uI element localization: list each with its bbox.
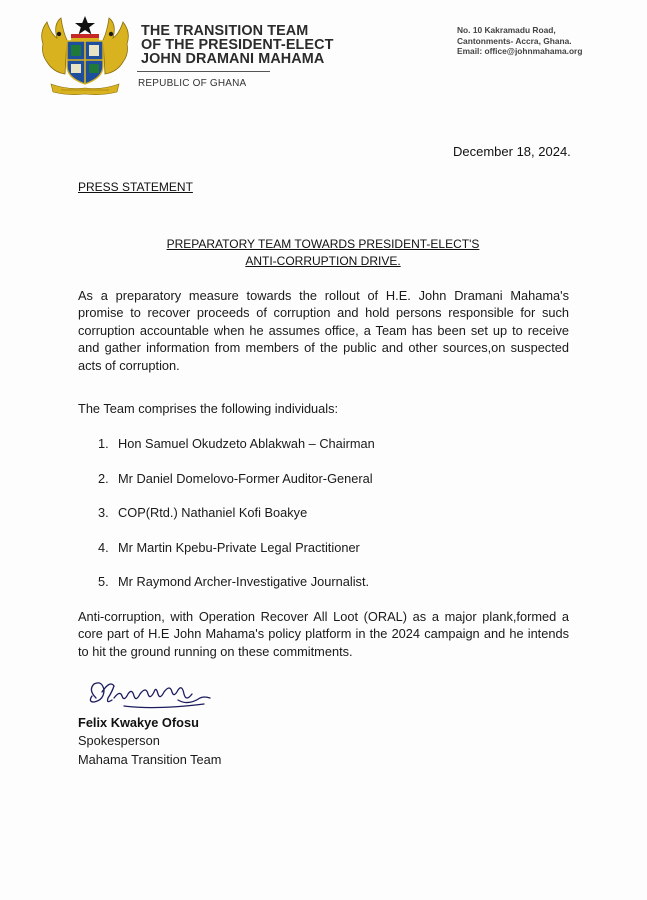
- signer-name: Felix Kwakye Ofosu: [78, 715, 199, 730]
- org-title-line: JOHN DRAMANI MAHAMA: [141, 51, 325, 67]
- signer-role: Spokesperson: [78, 733, 160, 748]
- list-item: [98, 436, 375, 471]
- country-label: REPUBLIC OF GHANA: [138, 78, 247, 89]
- statement-title-line: ANTI-CORRUPTION DRIVE.: [245, 254, 401, 268]
- org-title: [141, 24, 334, 66]
- list-number: 4.: [98, 539, 109, 555]
- org-title-line: OF THE PRESIDENT-ELECT: [141, 37, 334, 53]
- team-members-list: [98, 436, 375, 609]
- statement-date: December 18, 2024.: [453, 144, 571, 159]
- ghana-coat-of-arms-icon: [37, 14, 133, 96]
- address-line: Cantonments- Accra, Ghana.: [457, 35, 572, 46]
- list-item: [98, 540, 375, 575]
- press-statement-label: PRESS STATEMENT: [78, 180, 193, 194]
- list-number: 3.: [98, 505, 109, 520]
- statement-title-line: PREPARATORY TEAM TOWARDS PRESIDENT-ELECT'S: [166, 237, 480, 251]
- address-block: [457, 25, 582, 57]
- member-text: Mr Daniel Domelovo-Former Auditor-General: [118, 470, 373, 486]
- statement-title: [78, 236, 568, 270]
- list-item: [98, 574, 375, 609]
- list-item: [98, 505, 375, 540]
- team-intro-paragraph: The Team comprises the following individuals:: [78, 401, 339, 416]
- list-item: [98, 471, 375, 506]
- list-number: 5.: [98, 574, 109, 589]
- signer-team: Mahama Transition Team: [78, 752, 222, 767]
- address-line: No. 10 Kakramadu Road,: [457, 25, 556, 35]
- member-text: Mr Raymond Archer-Investigative Journalist.: [118, 574, 370, 589]
- handwritten-signature: [84, 676, 214, 716]
- closing-paragraph: Anti-corruption, with Operation Recover All Loot (ORAL) as a major plank,formed a core part of H.E John Mahama's policy platform in the 2024 campaign and he intends to hit the ground running on these commitments.: [78, 609, 569, 659]
- intro-paragraph: As a preparatory measure towards the rollout of H.E. John Dramani Mahama's promise to recover proceeds of corruption and hold persons responsible for such corruption accountable when he assumes office, a Team has been set up to receive and gather information from members of the public and other sources,on suspected acts of corruption.: [78, 288, 569, 373]
- address-email: Email: office@johnmahama.org: [457, 46, 583, 56]
- member-text: COP(Rtd.) Nathaniel Kofi Boakye: [118, 505, 308, 520]
- org-title-line: THE TRANSITION TEAM: [141, 23, 309, 39]
- list-number: 2.: [98, 470, 109, 486]
- member-text: Hon Samuel Okudzeto Ablakwah – Chairman: [118, 436, 375, 451]
- list-number: 1.: [98, 436, 109, 451]
- header-divider: [137, 71, 270, 72]
- member-text: Mr Martin Kpebu-Private Legal Practitioner: [118, 539, 360, 555]
